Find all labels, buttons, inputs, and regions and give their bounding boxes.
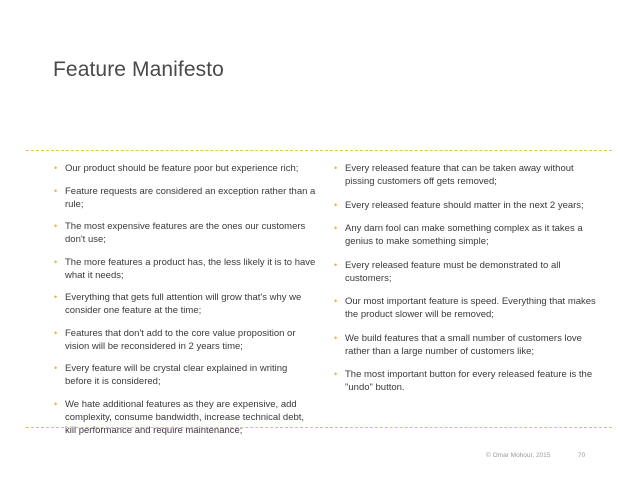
list-item-text: We hate additional features as they are expensive, add complexity, consume bandwidth, increase technical debt, kill performance and require maintenance; [65, 398, 305, 436]
bullet-icon: • [54, 163, 58, 173]
list-item [54, 327, 316, 353]
list-item-text: Feature requests are considered an exception rather than a rule; [65, 185, 316, 210]
list-item [54, 162, 316, 175]
list-item-text: Every released feature should matter in the next 2 years; [345, 199, 584, 211]
list-item [54, 185, 316, 211]
list-item-text: The most important button for every released feature is the "undo" button. [345, 369, 593, 393]
bullet-icon: • [334, 369, 338, 379]
list-item [334, 259, 596, 285]
list-item [334, 199, 596, 212]
list-item-text: The more features a product has, the less likely it is to have what it needs; [65, 256, 316, 281]
top-divider [26, 150, 612, 151]
bottom-divider [26, 427, 612, 428]
list-item [54, 220, 316, 246]
list-item-text: Every released feature that can be taken away without pissing customers off gets removed; [345, 163, 574, 187]
list-item [334, 222, 596, 248]
page-number: 70 [578, 452, 586, 459]
list-item-text: Every feature will be crystal clear explained in writing before it is considered; [65, 363, 288, 387]
bullet-icon: • [334, 332, 338, 343]
list-item-text: Our most important feature is speed. Everything that makes the product slower will be removed; [345, 296, 596, 320]
list-item [334, 368, 596, 394]
list-item [334, 332, 596, 358]
list-item-text: Everything that gets full attention will grow that's why we consider one feature at the time; [65, 292, 302, 316]
list-item [54, 398, 316, 437]
slide-title: Feature Manifesto [53, 58, 224, 81]
list-item [334, 295, 596, 321]
list-item [334, 162, 596, 188]
bullet-icon: • [54, 292, 58, 302]
footer-copyright: © Omar Mohout, 2015 [486, 452, 551, 459]
bullet-icon: • [334, 296, 338, 306]
list-item-text: Our product should be feature poor but experience rich; [65, 163, 299, 174]
bullet-icon: • [334, 163, 338, 173]
bullet-icon: • [54, 363, 58, 373]
list-item [54, 256, 316, 282]
bullet-icon: • [334, 223, 338, 233]
bullet-icon: • [54, 185, 58, 196]
list-item-text: We build features that a small number of customers love rather than a large number of customers like; [345, 332, 582, 357]
bullet-icon: • [54, 398, 58, 409]
left-bullet-list [54, 162, 316, 446]
bullet-icon: • [334, 259, 338, 270]
bullet-icon: • [54, 256, 58, 267]
list-item-text: Every released feature must be demonstrated to all customers; [345, 259, 561, 284]
list-item [54, 291, 316, 317]
bullet-icon: • [54, 327, 58, 338]
bullet-icon: • [334, 199, 338, 210]
list-item-text: Any darn fool can make something complex as it takes a genius to make something simple; [345, 223, 583, 247]
bullet-icon: • [54, 221, 58, 231]
right-bullet-list [334, 162, 596, 405]
list-item-text: Features that don't add to the core value proposition or vision will be reconsidered in 2 years time; [65, 327, 296, 352]
list-item [54, 362, 316, 388]
list-item-text: The most expensive features are the ones our customers don't use; [65, 221, 306, 245]
